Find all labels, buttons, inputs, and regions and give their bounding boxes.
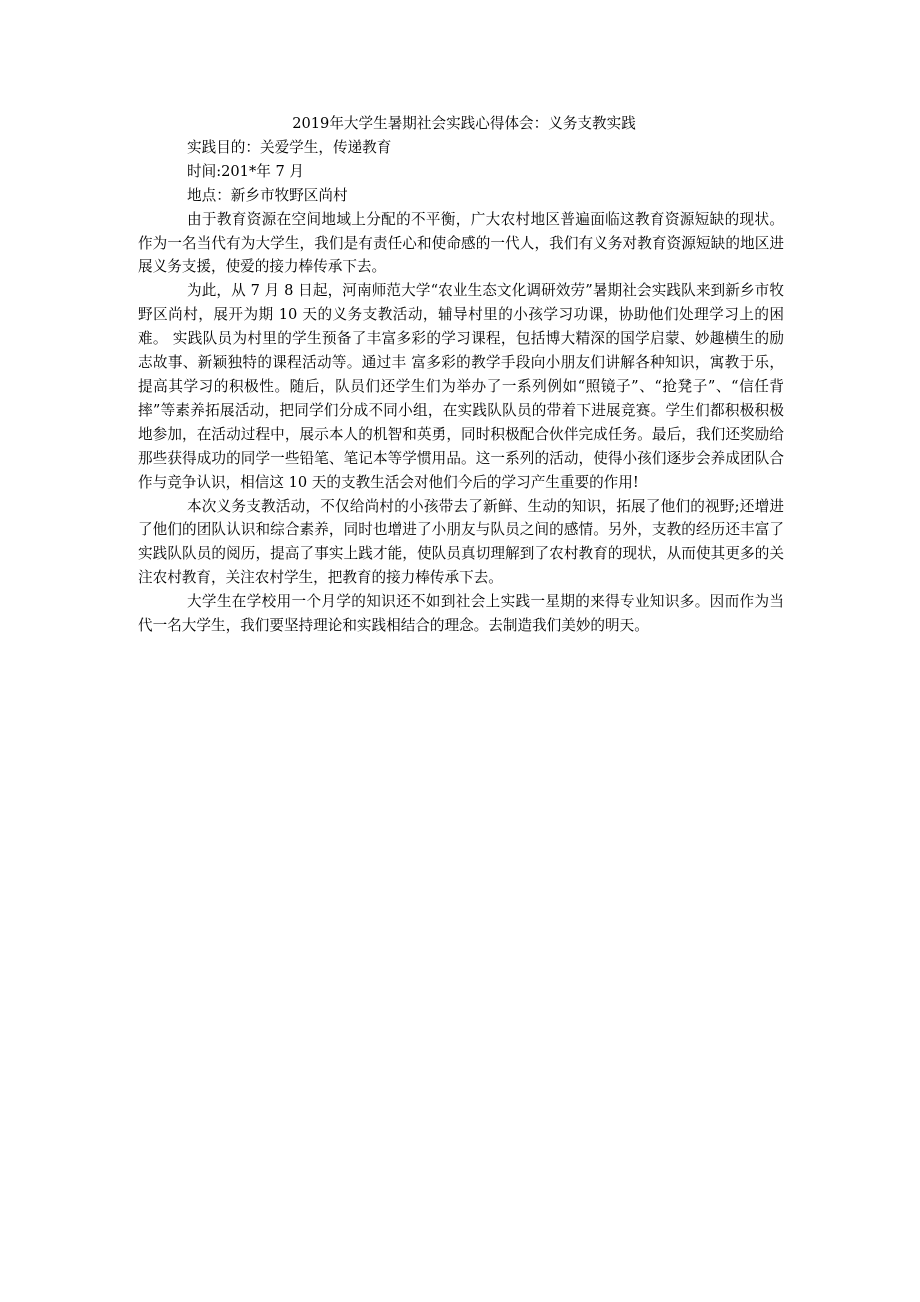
meta-time: 时间:201*年 7 月 (187, 162, 305, 180)
paragraph: 本次义务支教活动，不仅给尚村的小孩带去了新鲜、生动的知识，拓展了他们的视野;还增进了他们的团队认识和综合素养，同时也增进了小朋友与队员之间的感情。另外，支教的经历还丰富了实践队队员的阅历，提高了事实上践才能，使队员真切理解到了农村教育的现状，从而使其更多的关注农村教育，关注农村学生，把教育的接力棒传承下去。 (138, 497, 784, 587)
meta-location: 地点：新乡市牧野区尚村 (187, 186, 348, 204)
paragraph: 为此，从 7 月 8 日起，河南师范大学“农业生态文化调研效劳”暑期社会实践队来到新乡市牧野区尚村，展开为期 10 天的义务支教活动，辅导村里的小孩学习功课，协助他们处理学习上的困难。 实践队员为村里的学生预备了丰富多彩的学习课程，包括博大精深的国学启蒙、妙趣横生的励志故事、新颖独特的课程活动等。通过丰 富多彩的教学手段向小朋友们讲解各种知识，寓教于乐，提高其学习的积极性。随后，队员们还学生们为举办了一系列例如“照镜子”、“抢凳子”、“信任背摔”等素养拓展活动，把同学们分成不同小组，在实践队队员的带着下进展竞赛。学生们都积极积极地参加，在活动过程中，展示本人的机智和英勇，同时积极配合伙伴完成任务。最后，我们还奖励给那些获得成功的同学一些铅笔、笔记本等学惯用品。这一系列的活动，使得小孩们逐步会养成团队合作与竞争认识，相信这 10 天的支教生活会对他们今后的学习产生重要的作用! (138, 282, 784, 491)
meta-purpose: 实践目的：关爱学生，传递教育 (187, 138, 392, 156)
document-title: 2019年大学生暑期社会实践心得体会：义务支教实践 (292, 115, 636, 132)
document-body (138, 112, 784, 638)
paragraph: 大学生在学校用一个月学的知识还不如到社会上实践一星期的来得专业知识多。因而作为当代一名大学生，我们要坚持理论和实践相结合的理念。去制造我们美妙的明天。 (138, 593, 784, 635)
paragraph: 由于教育资源在空间地域上分配的不平衡，广大农村地区普遍面临这教育资源短缺的现状。作为一名当代有为大学生，我们是有责任心和使命感的一代人，我们有义务对教育资源短缺的地区进展义务支援，使爱的接力棒传承下去。 (138, 210, 784, 276)
